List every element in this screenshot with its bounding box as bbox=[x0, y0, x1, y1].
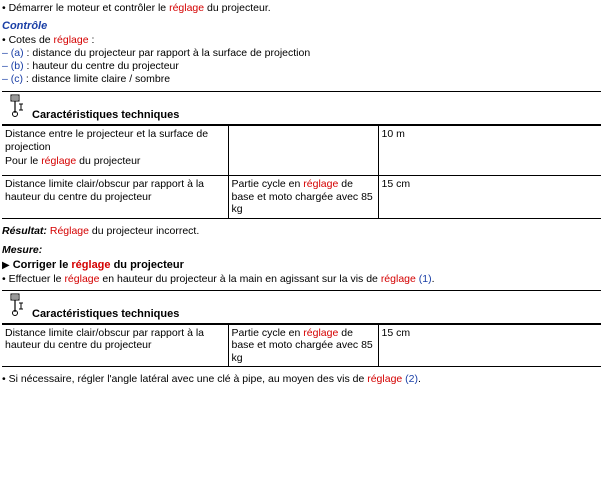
spec-header bbox=[2, 291, 601, 324]
specs-tool-icon bbox=[8, 94, 32, 118]
reglage-link[interactable]: réglage bbox=[41, 155, 77, 167]
spec-condition-cell: Partie cycle en réglage de base et moto chargée avec 85 kg bbox=[228, 324, 378, 367]
mesure-step: • Effectuer le réglage en hauteur du projecteur à la main en agissant sur la vis de réglage (1). bbox=[2, 272, 435, 285]
cote-item-a: – (a) : distance du projecteur par rapport à la surface de projection bbox=[2, 47, 311, 59]
cote-code[interactable]: (c) bbox=[10, 73, 24, 85]
cote-item-b: – (b) : hauteur du centre du projecteur bbox=[2, 60, 179, 72]
mesure-label: Mesure: bbox=[2, 243, 43, 256]
part-code[interactable]: (2) bbox=[402, 373, 418, 385]
result-label: Résultat: bbox=[2, 224, 47, 237]
reglage-link[interactable]: réglage bbox=[53, 34, 89, 46]
reglage-link[interactable]: réglage bbox=[71, 258, 111, 271]
spec-title: Caractéristiques techniques bbox=[32, 307, 180, 320]
spec-table-1 bbox=[2, 125, 601, 219]
cotes-line: • Cotes de réglage : bbox=[2, 34, 95, 46]
spec-value-cell: 15 cm bbox=[378, 176, 601, 219]
cote-code[interactable]: (a) bbox=[10, 47, 24, 59]
reglage-link[interactable]: Réglage bbox=[46, 224, 89, 237]
spec-block-2 bbox=[2, 290, 601, 368]
table-row bbox=[2, 324, 601, 367]
spec-value-cell: 10 m bbox=[378, 126, 601, 176]
spec-block-1 bbox=[2, 91, 601, 219]
specs-tool-icon bbox=[8, 293, 32, 317]
cote-item-c: – (c) : distance limite claire / sombre bbox=[2, 73, 171, 85]
part-code[interactable]: (1) bbox=[415, 272, 432, 285]
spec-header bbox=[2, 92, 601, 125]
table-row bbox=[2, 126, 601, 176]
arrow-right-icon: ▶ bbox=[2, 259, 10, 271]
spec-condition-cell: Partie cycle en réglage de base et moto chargée avec 85 kg bbox=[228, 176, 378, 219]
reglage-link[interactable]: réglage bbox=[169, 2, 205, 14]
table-row bbox=[2, 176, 601, 219]
reglage-link[interactable]: réglage bbox=[303, 178, 339, 190]
controle-heading: Contrôle bbox=[2, 20, 48, 32]
spec-value-cell: 15 cm bbox=[378, 324, 601, 367]
reglage-link[interactable]: réglage bbox=[367, 373, 403, 385]
spec-table-2 bbox=[2, 324, 601, 368]
reglage-link[interactable]: réglage bbox=[303, 326, 339, 339]
document-page bbox=[0, 2, 603, 386]
reglage-link[interactable]: réglage bbox=[64, 272, 100, 285]
spec-label-cell: Distance limite clair/obscur par rapport à la hauteur du centre du projecteur bbox=[2, 176, 228, 219]
spec-condition-cell bbox=[228, 126, 378, 176]
mesure-heading: ▶ Corriger le réglage du projecteur bbox=[2, 258, 184, 271]
spec-title: Caractéristiques techniques bbox=[32, 109, 180, 121]
final-step: • Si nécessaire, régler l'angle latéral avec une clé à pipe, au moyen des vis de réglage (2). bbox=[2, 373, 421, 385]
result-line: Résultat: Réglage du projecteur incorrect. bbox=[2, 224, 200, 237]
spec-label-cell: Distance limite clair/obscur par rapport à la hauteur du centre du projecteur bbox=[2, 324, 228, 367]
intro-line: • Démarrer le moteur et contrôler le réglage du projecteur. bbox=[2, 2, 271, 14]
spec-label-cell: Distance entre le projecteur et la surface de projection Pour le réglage du projecteur bbox=[2, 126, 228, 176]
cote-code[interactable]: (b) bbox=[10, 60, 24, 72]
reglage-link[interactable]: réglage bbox=[380, 272, 416, 285]
